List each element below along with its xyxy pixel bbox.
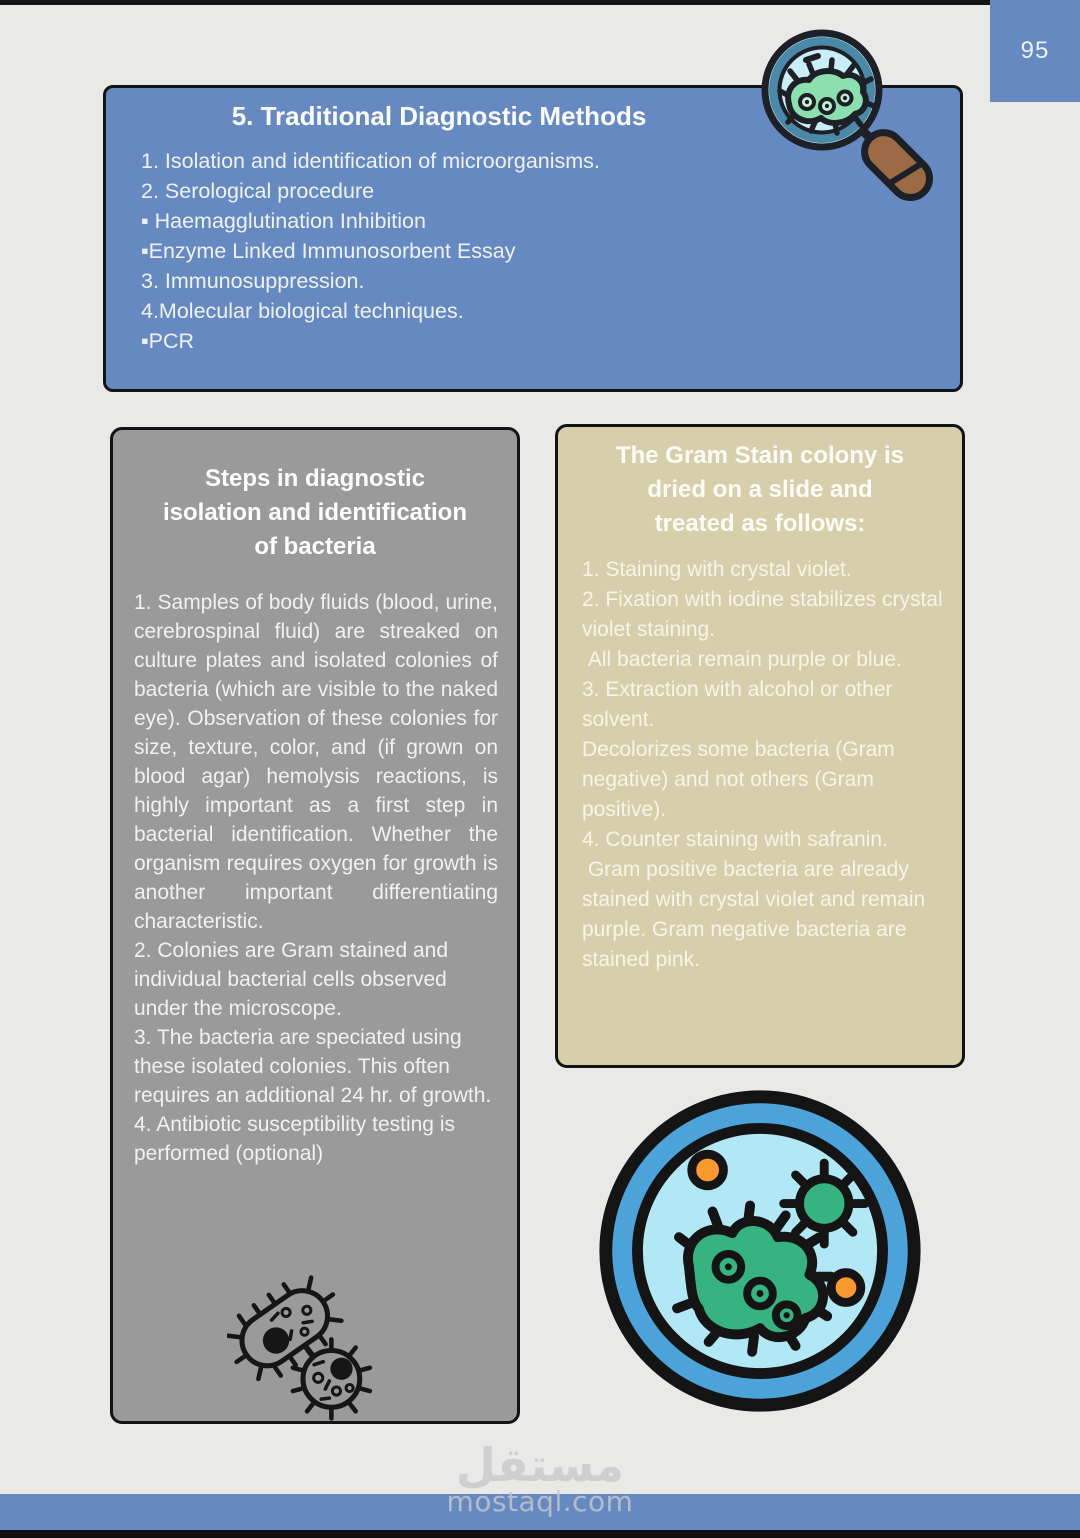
gram-line: Gram positive bacteria are already stained with crystal violet and remain purple. Gram negative bacteria are stained pink.: [582, 858, 932, 971]
petri-dish-icon: [592, 1083, 928, 1419]
traditional-methods-title: 5. Traditional Diagnostic Methods: [231, 101, 647, 131]
gram-line: 2. Fixation with iodine stabilizes crystal violet staining.: [582, 588, 949, 641]
gram-stain-title: [558, 439, 962, 541]
diag-item: ▪ Haemagglutination Inhibition: [141, 209, 426, 233]
gram-title-line: dried on a slide and: [647, 476, 873, 503]
diag-item: ▪Enzyme Linked Immunosorbent Essay: [141, 239, 516, 263]
gram-stain-box: [555, 424, 965, 1068]
steps-para: 1. Samples of body fluids (blood, urine, cerebrospinal fluid) are streaked on culture plates and isolated colonies of bacteria (which are visible to the naked eye). Observation of these colonies for size, texture, color, and (if grown on blood agar) hemolysis reactions, is highly important as a first step in bacterial identification. Whether the organism requires oxygen for growth is another important differentiating characteristic.: [134, 591, 498, 933]
page-number-box: [990, 0, 1080, 102]
steps-box-title: [113, 462, 517, 564]
steps-para: 3. The bacteria are speciated using these isolated colonies. This often requires an additional 24 hr. of growth.: [134, 1026, 492, 1107]
gram-title-line: The Gram Stain colony is: [615, 442, 905, 469]
steps-para: 2. Colonies are Gram stained and individual bacterial cells observed under the microscope.: [134, 939, 449, 1020]
watermark-latin: mostaql.com: [446, 1485, 634, 1518]
diag-item: ▪PCR: [141, 329, 195, 353]
steps-box: [110, 427, 520, 1424]
bacteria-lineart-icon: [227, 1275, 379, 1423]
bacteria-magnifier-icon: [735, 18, 935, 208]
gram-title-line: treated as follows:: [654, 510, 866, 537]
diag-item: 3. Immunosuppression.: [141, 269, 365, 293]
watermark-arabic: مستقل: [455, 1438, 625, 1492]
steps-para: 4. Antibiotic susceptibility testing is performed (optional): [134, 1113, 455, 1165]
watermark: [0, 1438, 1080, 1518]
gram-stain-body: [582, 555, 949, 975]
diag-item: 4.Molecular biological techniques.: [141, 299, 464, 323]
steps-title-line: of bacteria: [254, 533, 376, 560]
gram-line: 4. Counter staining with safranin.: [582, 828, 888, 851]
gram-line: 3. Extraction with alcohol or other solvent.: [582, 678, 899, 731]
gram-line: All bacteria remain purple or blue.: [582, 648, 902, 671]
gram-line: 1. Staining with crystal violet.: [582, 558, 852, 581]
steps-title-line: isolation and identification: [162, 499, 467, 526]
top-edge-bar: [0, 0, 1080, 5]
page-number: 95: [1020, 37, 1050, 64]
steps-box-body: [134, 588, 498, 1168]
gram-line: Decolorizes some bacteria (Gram negative) and not others (Gram positive).: [582, 738, 901, 821]
bottom-edge-bar: [0, 1530, 1080, 1538]
steps-title-line: Steps in diagnostic: [204, 465, 426, 492]
diag-item: 1. Isolation and identification of microorganisms.: [141, 149, 600, 173]
diag-item: 2. Serological procedure: [141, 179, 375, 203]
